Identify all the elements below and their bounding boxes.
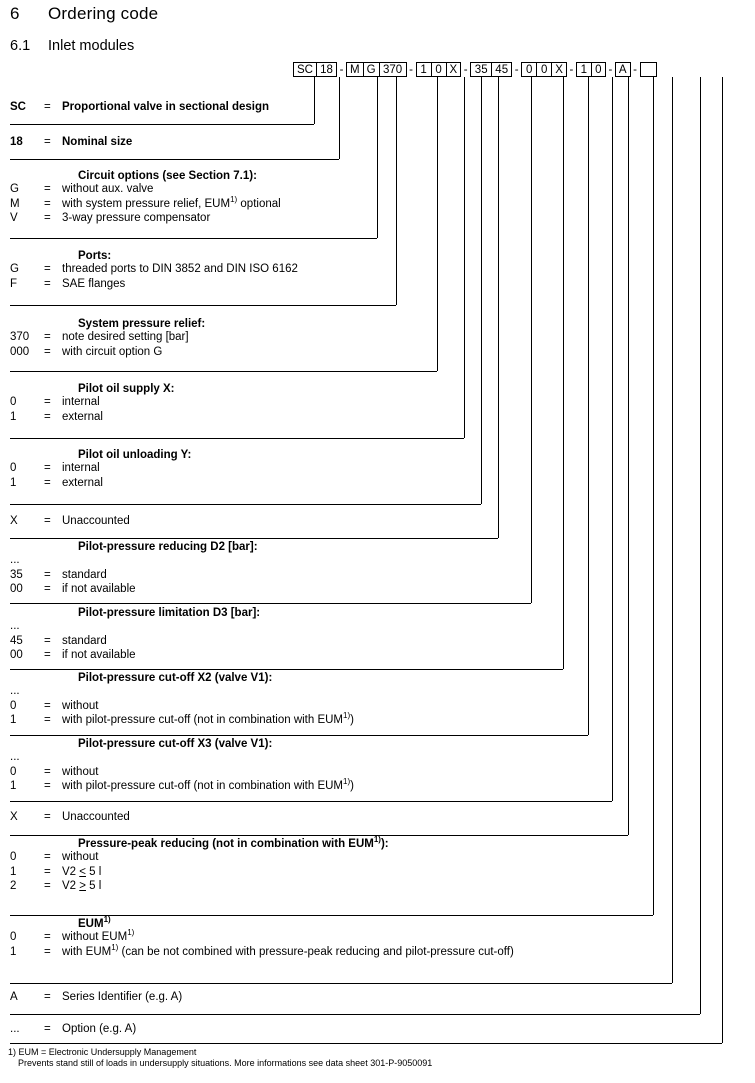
line-value: internal xyxy=(62,396,100,408)
line-value: threaded ports to DIN 3852 and DIN ISO 6162 xyxy=(62,263,298,275)
line-key: SC xyxy=(10,101,26,113)
bracket-vertical xyxy=(396,77,397,305)
block-line xyxy=(10,568,258,583)
line-key: 2 xyxy=(10,880,17,892)
line-value: if not available xyxy=(62,649,136,661)
line-value: Option (e.g. A) xyxy=(62,1023,137,1035)
block-line xyxy=(10,779,354,794)
code-cell: 0 xyxy=(521,62,536,77)
code-cell: 0 xyxy=(536,62,551,77)
bracket-horizontal xyxy=(10,669,563,670)
code-cell: 0 xyxy=(431,62,446,77)
block-line xyxy=(10,879,389,894)
line-equals: = xyxy=(44,183,51,195)
line-key: 0 xyxy=(10,851,17,863)
line-key: ... xyxy=(10,1023,20,1035)
bracket-horizontal xyxy=(10,801,612,802)
line-equals: = xyxy=(44,515,51,527)
line-value: Series Identifier (e.g. A) xyxy=(62,991,183,1003)
line-value: without xyxy=(62,765,99,778)
line-key: 1 xyxy=(10,865,17,878)
line-value: Nominal size xyxy=(62,136,133,148)
line-key: 1 xyxy=(10,945,17,958)
line-equals: = xyxy=(44,765,51,778)
line-value: note desired setting [bar] xyxy=(62,331,189,343)
line-equals: = xyxy=(44,780,51,792)
code-cell: M xyxy=(346,62,363,77)
line-equals: = xyxy=(44,699,51,712)
line-value: Unaccounted xyxy=(62,811,130,823)
code-description-block xyxy=(10,100,269,115)
bracket-vertical xyxy=(314,77,315,124)
code-dash: - xyxy=(409,63,413,76)
line-equals: = xyxy=(44,410,51,423)
block-line xyxy=(10,476,191,491)
bracket-vertical xyxy=(653,77,654,915)
bracket-horizontal xyxy=(10,305,396,306)
line-key: X xyxy=(10,515,18,527)
code-group xyxy=(346,62,407,77)
block-line xyxy=(10,135,132,150)
line-equals: = xyxy=(44,277,51,290)
line-key: ... xyxy=(10,751,20,763)
line-value: internal xyxy=(62,462,100,474)
line-equals: = xyxy=(44,345,51,358)
bracket-vertical xyxy=(563,77,564,669)
line-key: M xyxy=(10,197,20,210)
line-key: 00 xyxy=(10,649,23,661)
bracket-horizontal xyxy=(10,1014,700,1015)
line-equals: = xyxy=(44,880,51,892)
block-line xyxy=(10,619,260,634)
bracket-vertical xyxy=(464,77,465,438)
code-description-block xyxy=(10,449,191,490)
block-title: Pilot-pressure cut-off X3 (valve V1): xyxy=(78,738,273,750)
bracket-vertical xyxy=(722,77,723,1043)
line-equals: = xyxy=(44,945,51,958)
line-key: F xyxy=(10,277,18,290)
block-line xyxy=(10,699,354,714)
line-key: 370 xyxy=(10,331,30,343)
line-value: SAE flanges xyxy=(62,277,126,290)
line-value: without xyxy=(62,699,99,712)
line-key: 18 xyxy=(10,136,23,148)
block-line xyxy=(10,930,514,945)
bracket-horizontal xyxy=(10,735,588,736)
line-value: with EUM$^{1)}$ (can be not combined with pressure-peak reducing and pilot-pressure cut-off) xyxy=(62,942,514,958)
line-equals: = xyxy=(44,396,51,408)
bracket-horizontal xyxy=(10,371,437,372)
line-value: without xyxy=(62,851,99,863)
block-line xyxy=(10,182,281,197)
line-value: V2 > 5 l xyxy=(62,880,102,892)
line-equals: = xyxy=(44,811,51,823)
line-value: with pilot-pressure cut-off (not in combination with EUM$^{1)}$) xyxy=(62,711,354,726)
code-dash: - xyxy=(463,63,468,76)
code-cell: SC xyxy=(293,62,316,77)
line-equals: = xyxy=(44,991,51,1003)
block-line xyxy=(10,684,354,699)
bracket-horizontal xyxy=(10,603,531,604)
block-line xyxy=(10,277,298,292)
bracket-vertical xyxy=(612,77,613,801)
block-line xyxy=(10,765,354,780)
bracket-horizontal xyxy=(10,538,498,539)
line-value: with system pressure relief, EUM$^{1)}$ optional xyxy=(62,194,281,210)
code-group xyxy=(615,62,631,77)
line-value: external xyxy=(62,476,103,489)
line-value: without EUM$^{1)}$ xyxy=(62,928,135,943)
block-line xyxy=(10,850,389,865)
line-key: A xyxy=(10,991,18,1003)
line-key: 000 xyxy=(10,345,30,358)
code-group xyxy=(470,62,512,77)
block-line xyxy=(10,810,130,825)
block-title: Pressure-peak reducing (not in combination with EUM$^{1)}$): xyxy=(78,835,389,850)
bracket-vertical xyxy=(498,77,499,538)
code-dash: - xyxy=(569,63,574,76)
code-cell: 1 xyxy=(416,62,431,77)
code-group xyxy=(293,62,337,77)
block-title: Pilot oil unloading Y: xyxy=(78,449,192,461)
line-equals: = xyxy=(44,1023,51,1035)
code-description-block xyxy=(10,250,298,291)
line-equals: = xyxy=(44,263,51,275)
block-line xyxy=(10,553,258,568)
line-equals: = xyxy=(44,212,51,224)
code-cell: X xyxy=(446,62,462,77)
code-cell xyxy=(640,62,657,77)
block-line xyxy=(10,750,354,765)
bracket-horizontal xyxy=(10,159,339,160)
line-key: 1 xyxy=(10,476,17,489)
line-value: if not available xyxy=(62,583,136,595)
code-cell: 370 xyxy=(379,62,407,77)
bracket-vertical xyxy=(339,77,340,159)
line-key: 0 xyxy=(10,765,17,778)
code-description-block xyxy=(10,514,130,529)
line-equals: = xyxy=(44,462,51,474)
code-cell: G xyxy=(363,62,379,77)
block-title: EUM$^{1)}$ xyxy=(78,915,111,930)
line-key: 00 xyxy=(10,583,23,595)
code-cell: X xyxy=(551,62,567,77)
block-line xyxy=(10,582,258,597)
bracket-vertical xyxy=(377,77,378,238)
block-title: Pilot-pressure cut-off X2 (valve V1): xyxy=(78,672,273,684)
line-key: X xyxy=(10,811,18,823)
line-equals: = xyxy=(44,851,51,863)
line-equals: = xyxy=(44,865,51,878)
block-title: Pilot-pressure limitation D3 [bar]: xyxy=(78,607,261,619)
bracket-horizontal xyxy=(10,124,314,125)
code-cell: 0 xyxy=(591,62,606,77)
line-equals: = xyxy=(44,476,51,489)
bracket-horizontal xyxy=(10,504,481,505)
line-key: 1 xyxy=(10,780,17,792)
code-description-block xyxy=(10,915,514,959)
bracket-vertical xyxy=(481,77,482,504)
bracket-vertical xyxy=(672,77,673,983)
line-key: ... xyxy=(10,620,20,632)
block-line xyxy=(10,395,174,410)
section-number: 6.1 xyxy=(10,38,31,54)
code-cell: 18 xyxy=(316,62,337,77)
bracket-horizontal xyxy=(10,983,672,984)
block-title: Circuit options (see Section 7.1): xyxy=(78,170,257,182)
line-key: ... xyxy=(10,685,20,697)
line-value: with circuit option G xyxy=(62,345,163,358)
line-value: 3-way pressure compensator xyxy=(62,212,211,224)
block-line xyxy=(10,262,298,277)
bracket-horizontal xyxy=(10,1043,722,1044)
block-title: Ports: xyxy=(78,250,112,262)
bracket-horizontal xyxy=(10,238,377,239)
bracket-horizontal xyxy=(10,835,628,836)
code-description-block xyxy=(10,541,258,597)
line-value: without aux. valve xyxy=(62,183,154,195)
block-title: System pressure relief: xyxy=(78,318,206,330)
code-description-block xyxy=(10,383,174,424)
line-key: V xyxy=(10,212,18,224)
block-line xyxy=(10,634,260,649)
line-equals: = xyxy=(44,197,51,210)
code-description-block xyxy=(10,135,132,150)
line-value: Unaccounted xyxy=(62,515,130,527)
code-dash: - xyxy=(608,63,613,76)
code-cell: 45 xyxy=(491,62,512,77)
code-description-block xyxy=(10,1022,136,1037)
line-value: standard xyxy=(62,568,107,581)
code-description-block xyxy=(10,990,182,1005)
block-line xyxy=(10,410,174,425)
block-line xyxy=(10,713,354,728)
line-value: V2 < 5 l xyxy=(62,865,102,878)
page-title xyxy=(10,4,158,24)
bracket-vertical xyxy=(531,77,532,603)
line-value: with pilot-pressure cut-off (not in combination with EUM$^{1)}$) xyxy=(62,777,354,792)
bracket-vertical xyxy=(628,77,629,835)
line-key: 1 xyxy=(10,714,17,726)
code-description-block xyxy=(10,835,389,894)
ordering-code-row xyxy=(293,62,657,77)
line-equals: = xyxy=(44,136,51,148)
block-line xyxy=(10,461,191,476)
block-line xyxy=(10,330,205,345)
block-line xyxy=(10,194,281,212)
code-group xyxy=(416,62,462,77)
line-equals: = xyxy=(44,568,51,581)
line-value: Proportional valve in sectional design xyxy=(62,101,270,113)
line-key: 0 xyxy=(10,699,17,712)
code-dash: - xyxy=(339,63,344,76)
block-line xyxy=(10,211,281,226)
footnote-line-2: Prevents stand still of loads in undersupply situations. More informations see data sheet 301-P-9050091 xyxy=(18,1058,433,1068)
line-equals: = xyxy=(44,583,51,595)
code-dash: - xyxy=(514,63,519,76)
line-key: 0 xyxy=(10,462,17,474)
code-group xyxy=(640,62,657,77)
code-description-block xyxy=(10,318,205,359)
line-key: ... xyxy=(10,554,20,566)
code-description-block xyxy=(10,810,130,825)
code-description-block xyxy=(10,672,354,728)
section-title-text: Inlet modules xyxy=(48,38,135,54)
section-title xyxy=(10,38,134,54)
code-description-block xyxy=(10,170,281,226)
line-key: 1 xyxy=(10,410,17,423)
block-line xyxy=(10,865,389,880)
chapter-number: 6 xyxy=(10,4,20,23)
line-equals: = xyxy=(44,634,51,647)
code-group xyxy=(521,62,567,77)
line-equals: = xyxy=(44,101,51,113)
line-equals: = xyxy=(44,649,51,661)
code-cell: A xyxy=(615,62,631,77)
footnote xyxy=(8,1047,432,1069)
bracket-vertical xyxy=(437,77,438,371)
code-description-block xyxy=(10,607,260,663)
block-title: Pilot oil supply X: xyxy=(78,383,175,395)
block-line xyxy=(10,345,205,360)
bracket-vertical xyxy=(588,77,589,735)
code-cell: 35 xyxy=(470,62,491,77)
line-key: G xyxy=(10,263,19,275)
block-line xyxy=(10,990,182,1005)
line-key: G xyxy=(10,183,19,195)
line-value: external xyxy=(62,410,103,423)
footnote-line-1: 1) EUM = Electronic Undersupply Management xyxy=(8,1047,197,1057)
line-equals: = xyxy=(44,714,51,726)
block-line xyxy=(10,100,269,115)
code-dash: - xyxy=(633,63,637,76)
line-value: standard xyxy=(62,634,107,647)
line-key: 45 xyxy=(10,634,23,647)
chapter-title: Ordering code xyxy=(48,4,159,23)
line-equals: = xyxy=(44,331,51,343)
code-group xyxy=(576,62,606,77)
line-key: 0 xyxy=(10,396,17,408)
code-cell: 1 xyxy=(576,62,591,77)
line-key: 35 xyxy=(10,568,23,581)
line-key: 0 xyxy=(10,931,17,943)
block-title: Pilot-pressure reducing D2 [bar]: xyxy=(78,541,258,553)
block-line xyxy=(10,942,514,960)
bracket-horizontal xyxy=(10,438,464,439)
code-description-block xyxy=(10,738,354,794)
line-equals: = xyxy=(44,931,51,943)
block-line xyxy=(10,1022,136,1037)
block-line xyxy=(10,648,260,663)
block-line xyxy=(10,514,130,529)
bracket-vertical xyxy=(700,77,701,1014)
